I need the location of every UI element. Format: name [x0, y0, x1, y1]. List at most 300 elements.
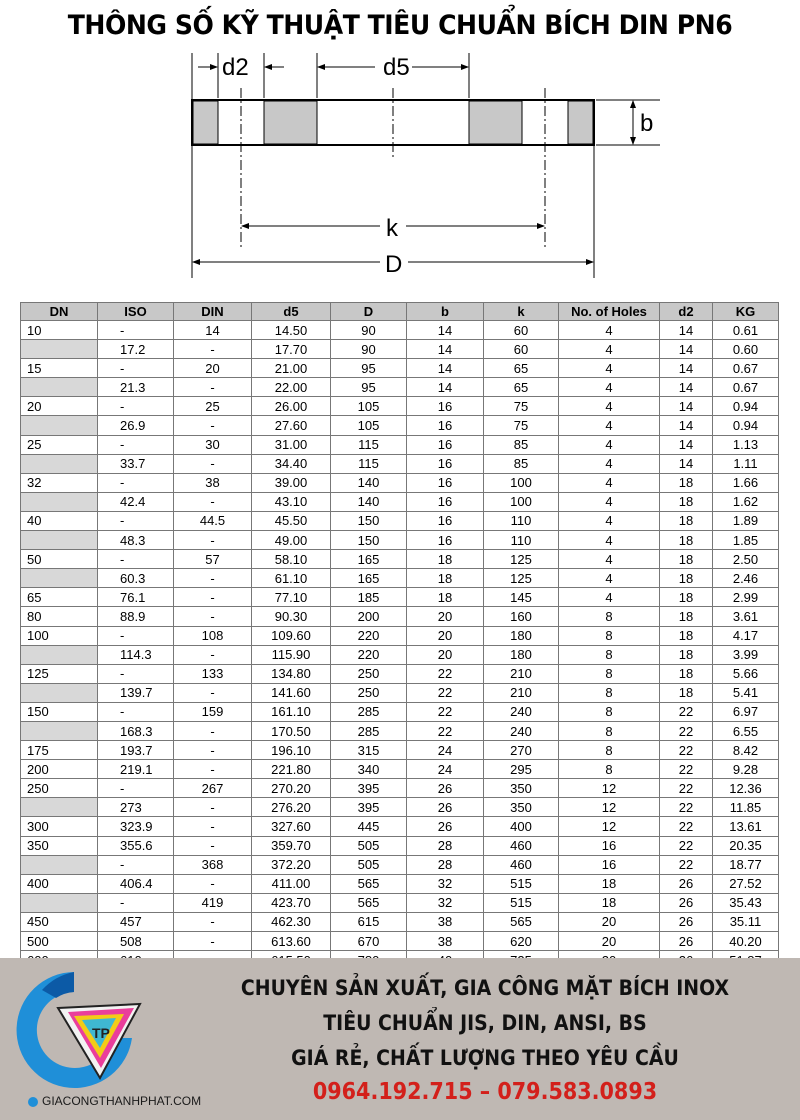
cell-holes: 8 [559, 664, 660, 683]
cell-b: 32 [407, 874, 484, 893]
cell-D: 395 [331, 798, 407, 817]
cell-kg: 13.61 [713, 817, 779, 836]
cell-iso: 88.9 [98, 607, 174, 626]
cell-holes: 8 [559, 741, 660, 760]
table-row [21, 569, 779, 588]
cell-d2: 14 [660, 321, 713, 340]
cell-k: 100 [484, 473, 559, 492]
cell-dn [21, 569, 98, 588]
cell-D: 105 [331, 397, 407, 416]
cell-holes: 4 [559, 321, 660, 340]
cell-D: 220 [331, 626, 407, 645]
table-row [21, 912, 779, 931]
cell-k: 75 [484, 397, 559, 416]
cell-D: 95 [331, 378, 407, 397]
cell-d5: 423.70 [252, 893, 331, 912]
cell-D: 285 [331, 702, 407, 721]
cell-din: 368 [174, 855, 252, 874]
cell-d5: 161.10 [252, 702, 331, 721]
cell-iso: 17.2 [98, 340, 174, 359]
cell-b: 24 [407, 760, 484, 779]
cell-k: 210 [484, 664, 559, 683]
cell-D: 565 [331, 874, 407, 893]
cell-k: 460 [484, 836, 559, 855]
cell-k: 125 [484, 550, 559, 569]
table-row [21, 760, 779, 779]
cell-d5: 196.10 [252, 741, 331, 760]
cell-b: 20 [407, 645, 484, 664]
cell-D: 140 [331, 492, 407, 511]
table-row [21, 836, 779, 855]
header-dn: DN [21, 303, 98, 321]
cell-holes: 16 [559, 855, 660, 874]
cell-iso: - [98, 855, 174, 874]
cell-kg: 3.99 [713, 645, 779, 664]
cell-iso: - [98, 321, 174, 340]
cell-kg: 2.46 [713, 569, 779, 588]
table-row [21, 359, 779, 378]
header-d2: d2 [660, 303, 713, 321]
header-iso: ISO [98, 303, 174, 321]
cell-dn [21, 683, 98, 702]
cell-b: 16 [407, 531, 484, 550]
cell-D: 165 [331, 569, 407, 588]
cell-k: 100 [484, 492, 559, 511]
cell-holes: 4 [559, 378, 660, 397]
cell-din: - [174, 874, 252, 893]
cell-k: 240 [484, 721, 559, 740]
cell-b: 32 [407, 893, 484, 912]
cell-dn: 100 [21, 626, 98, 645]
table-row [21, 550, 779, 569]
cell-d2: 26 [660, 893, 713, 912]
cell-D: 250 [331, 664, 407, 683]
cell-holes: 8 [559, 683, 660, 702]
cell-iso: 273 [98, 798, 174, 817]
cell-d5: 34.40 [252, 454, 331, 473]
flange-section-left-inner [264, 101, 317, 144]
cell-iso: 219.1 [98, 760, 174, 779]
cell-din: - [174, 760, 252, 779]
cell-dn: 400 [21, 874, 98, 893]
cell-kg: 9.28 [713, 760, 779, 779]
cell-dn: 500 [21, 932, 98, 951]
cell-din: 14 [174, 321, 252, 340]
cell-d5: 359.70 [252, 836, 331, 855]
cell-din: - [174, 378, 252, 397]
cell-k: 110 [484, 531, 559, 550]
cell-d2: 14 [660, 340, 713, 359]
cell-holes: 4 [559, 550, 660, 569]
cell-b: 16 [407, 511, 484, 530]
cell-b: 14 [407, 359, 484, 378]
table-row [21, 779, 779, 798]
cell-d2: 22 [660, 817, 713, 836]
cell-din: 133 [174, 664, 252, 683]
cell-d5: 270.20 [252, 779, 331, 798]
header-d5: d5 [252, 303, 331, 321]
cell-b: 16 [407, 435, 484, 454]
table-row [21, 855, 779, 874]
table-row [21, 626, 779, 645]
cell-d5: 31.00 [252, 435, 331, 454]
cell-din: 267 [174, 779, 252, 798]
cell-D: 220 [331, 645, 407, 664]
cell-d5: 141.60 [252, 683, 331, 702]
cell-dn [21, 721, 98, 740]
cell-D: 90 [331, 321, 407, 340]
cell-d5: 39.00 [252, 473, 331, 492]
cell-b: 20 [407, 626, 484, 645]
cell-D: 565 [331, 893, 407, 912]
cell-b: 22 [407, 664, 484, 683]
cell-iso: 60.3 [98, 569, 174, 588]
cell-k: 270 [484, 741, 559, 760]
cell-holes: 8 [559, 702, 660, 721]
cell-b: 16 [407, 473, 484, 492]
table-row [21, 893, 779, 912]
cell-D: 395 [331, 779, 407, 798]
cell-iso: - [98, 893, 174, 912]
cell-dn: 15 [21, 359, 98, 378]
cell-holes: 16 [559, 836, 660, 855]
cell-k: 350 [484, 798, 559, 817]
cell-d2: 18 [660, 569, 713, 588]
cell-k: 240 [484, 702, 559, 721]
cell-d5: 327.60 [252, 817, 331, 836]
cell-kg: 12.36 [713, 779, 779, 798]
cell-kg: 5.41 [713, 683, 779, 702]
cell-iso: - [98, 550, 174, 569]
cell-kg: 0.67 [713, 378, 779, 397]
label-d2: d2 [222, 54, 249, 81]
svg-text:TP: TP [92, 1025, 110, 1041]
cell-k: 295 [484, 760, 559, 779]
cell-d5: 27.60 [252, 416, 331, 435]
cell-D: 340 [331, 760, 407, 779]
cell-k: 85 [484, 435, 559, 454]
cell-d5: 17.70 [252, 340, 331, 359]
cell-din: - [174, 912, 252, 931]
cell-D: 90 [331, 340, 407, 359]
cell-D: 285 [331, 721, 407, 740]
cell-dn: 300 [21, 817, 98, 836]
cell-dn [21, 378, 98, 397]
cell-D: 250 [331, 683, 407, 702]
cell-iso: 48.3 [98, 531, 174, 550]
cell-din: 57 [174, 550, 252, 569]
cell-d2: 18 [660, 492, 713, 511]
cell-d5: 61.10 [252, 569, 331, 588]
cell-d5: 613.60 [252, 932, 331, 951]
cell-d2: 26 [660, 874, 713, 893]
cell-kg: 11.85 [713, 798, 779, 817]
table-row [21, 473, 779, 492]
cell-D: 115 [331, 454, 407, 473]
cell-din: - [174, 454, 252, 473]
footer-line-3: GIÁ RẺ, CHẤT LƯỢNG THEO YÊU CẦU [291, 1046, 679, 1070]
cell-iso: 168.3 [98, 721, 174, 740]
cell-b: 22 [407, 702, 484, 721]
cell-kg: 0.94 [713, 397, 779, 416]
cell-dn [21, 492, 98, 511]
cell-dn: 32 [21, 473, 98, 492]
cell-kg: 2.50 [713, 550, 779, 569]
cell-kg: 40.20 [713, 932, 779, 951]
table-row [21, 607, 779, 626]
cell-D: 95 [331, 359, 407, 378]
cell-k: 210 [484, 683, 559, 702]
cell-iso: - [98, 435, 174, 454]
cell-dn: 50 [21, 550, 98, 569]
footer-banner [0, 958, 800, 1120]
cell-d5: 462.30 [252, 912, 331, 931]
cell-d2: 22 [660, 855, 713, 874]
cell-k: 565 [484, 912, 559, 931]
cell-D: 505 [331, 836, 407, 855]
cell-din: 30 [174, 435, 252, 454]
cell-kg: 0.60 [713, 340, 779, 359]
cell-d5: 43.10 [252, 492, 331, 511]
cell-b: 16 [407, 397, 484, 416]
cell-kg: 35.11 [713, 912, 779, 931]
header-kg: KG [713, 303, 779, 321]
cell-D: 200 [331, 607, 407, 626]
label-d5: d5 [383, 54, 410, 81]
cell-b: 14 [407, 340, 484, 359]
table-row [21, 664, 779, 683]
cell-d2: 14 [660, 435, 713, 454]
cell-din: 159 [174, 702, 252, 721]
cell-dn: 150 [21, 702, 98, 721]
cell-holes: 20 [559, 932, 660, 951]
table-row [21, 932, 779, 951]
cell-D: 505 [331, 855, 407, 874]
cell-holes: 4 [559, 454, 660, 473]
cell-D: 670 [331, 932, 407, 951]
cell-iso: 457 [98, 912, 174, 931]
cell-din: 20 [174, 359, 252, 378]
cell-k: 160 [484, 607, 559, 626]
cell-d2: 14 [660, 378, 713, 397]
cell-kg: 1.89 [713, 511, 779, 530]
table-row [21, 435, 779, 454]
cell-holes: 12 [559, 798, 660, 817]
cell-dn: 80 [21, 607, 98, 626]
table-row [21, 874, 779, 893]
cell-iso: 21.3 [98, 378, 174, 397]
cell-kg: 18.77 [713, 855, 779, 874]
cell-d2: 26 [660, 912, 713, 931]
globe-icon [28, 1097, 38, 1107]
footer-line-1: CHUYÊN SẢN XUẤT, GIA CÔNG MẶT BÍCH INOX [240, 976, 730, 1000]
cell-d2: 22 [660, 741, 713, 760]
cell-D: 315 [331, 741, 407, 760]
cell-din: - [174, 569, 252, 588]
cell-iso: 42.4 [98, 492, 174, 511]
cell-D: 185 [331, 588, 407, 607]
cell-k: 60 [484, 321, 559, 340]
cell-b: 16 [407, 492, 484, 511]
label-k: k [386, 215, 398, 242]
table-row [21, 340, 779, 359]
cell-din: - [174, 492, 252, 511]
table-row [21, 511, 779, 530]
cell-k: 180 [484, 626, 559, 645]
cell-iso: 193.7 [98, 741, 174, 760]
cell-din: - [174, 817, 252, 836]
cell-holes: 4 [559, 531, 660, 550]
cell-kg: 4.17 [713, 626, 779, 645]
table-row [21, 741, 779, 760]
cell-k: 110 [484, 511, 559, 530]
label-b: b [640, 110, 654, 137]
cell-d5: 21.00 [252, 359, 331, 378]
cell-dn [21, 531, 98, 550]
cell-din: - [174, 340, 252, 359]
cell-kg: 0.67 [713, 359, 779, 378]
cell-dn: 40 [21, 511, 98, 530]
cell-iso: - [98, 359, 174, 378]
cell-iso: - [98, 702, 174, 721]
cell-b: 14 [407, 321, 484, 340]
cell-iso: 114.3 [98, 645, 174, 664]
cell-iso: 33.7 [98, 454, 174, 473]
cell-d5: 170.50 [252, 721, 331, 740]
cell-holes: 4 [559, 511, 660, 530]
cell-D: 150 [331, 511, 407, 530]
cell-dn [21, 798, 98, 817]
table-row [21, 321, 779, 340]
table-row [21, 531, 779, 550]
cell-holes: 4 [559, 435, 660, 454]
cell-d2: 18 [660, 645, 713, 664]
cell-dn: 10 [21, 321, 98, 340]
table-row [21, 702, 779, 721]
table-row [21, 397, 779, 416]
cell-D: 165 [331, 550, 407, 569]
cell-b: 38 [407, 932, 484, 951]
cell-kg: 3.61 [713, 607, 779, 626]
cell-kg: 1.66 [713, 473, 779, 492]
cell-din: - [174, 836, 252, 855]
header-k: k [484, 303, 559, 321]
cell-holes: 4 [559, 569, 660, 588]
cell-d5: 134.80 [252, 664, 331, 683]
cell-kg: 5.66 [713, 664, 779, 683]
cell-dn: 25 [21, 435, 98, 454]
cell-din: 108 [174, 626, 252, 645]
cell-din: - [174, 741, 252, 760]
cell-kg: 0.61 [713, 321, 779, 340]
footer-line-2: TIÊU CHUẨN JIS, DIN, ANSI, BS [323, 1011, 647, 1035]
cell-iso: 323.9 [98, 817, 174, 836]
cell-holes: 18 [559, 893, 660, 912]
cell-iso: - [98, 397, 174, 416]
table-row [21, 683, 779, 702]
cell-d5: 372.20 [252, 855, 331, 874]
cell-holes: 12 [559, 779, 660, 798]
cell-dn: 200 [21, 760, 98, 779]
flange-section-right-inner [469, 101, 522, 144]
cell-d5: 26.00 [252, 397, 331, 416]
cell-holes: 18 [559, 874, 660, 893]
cell-k: 350 [484, 779, 559, 798]
cell-d5: 115.90 [252, 645, 331, 664]
cell-dn: 20 [21, 397, 98, 416]
cell-holes: 20 [559, 912, 660, 931]
cell-holes: 8 [559, 645, 660, 664]
cell-din: - [174, 588, 252, 607]
cell-k: 125 [484, 569, 559, 588]
cell-k: 180 [484, 645, 559, 664]
cell-b: 18 [407, 569, 484, 588]
table-row [21, 798, 779, 817]
cell-holes: 4 [559, 359, 660, 378]
cell-d2: 26 [660, 932, 713, 951]
cell-kg: 1.85 [713, 531, 779, 550]
cell-din: 419 [174, 893, 252, 912]
cell-dn: 175 [21, 741, 98, 760]
cell-din: 38 [174, 473, 252, 492]
company-logo [12, 968, 162, 1092]
cell-d5: 276.20 [252, 798, 331, 817]
cell-b: 16 [407, 416, 484, 435]
flange-diagram [0, 48, 800, 288]
cell-d5: 77.10 [252, 588, 331, 607]
cell-iso: 26.9 [98, 416, 174, 435]
cell-d2: 22 [660, 760, 713, 779]
cell-b: 18 [407, 588, 484, 607]
phone-numbers[interactable]: 0964.192.715 – 079.583.0893 [312, 1079, 658, 1105]
table-body [21, 321, 779, 970]
cell-d2: 18 [660, 511, 713, 530]
cell-k: 460 [484, 855, 559, 874]
cell-holes: 4 [559, 473, 660, 492]
cell-dn [21, 645, 98, 664]
cell-iso: 355.6 [98, 836, 174, 855]
cell-holes: 4 [559, 588, 660, 607]
cell-d2: 14 [660, 416, 713, 435]
flange-section-left-outer [193, 101, 218, 144]
cell-din: - [174, 416, 252, 435]
cell-holes: 4 [559, 340, 660, 359]
cell-k: 65 [484, 359, 559, 378]
table-row [21, 492, 779, 511]
cell-d2: 18 [660, 473, 713, 492]
cell-kg: 0.94 [713, 416, 779, 435]
cell-kg: 8.42 [713, 741, 779, 760]
cell-din: - [174, 645, 252, 664]
cell-d2: 18 [660, 626, 713, 645]
cell-b: 14 [407, 378, 484, 397]
cell-d2: 22 [660, 702, 713, 721]
cell-holes: 4 [559, 397, 660, 416]
cell-iso: - [98, 664, 174, 683]
cell-iso: 139.7 [98, 683, 174, 702]
cell-kg: 2.99 [713, 588, 779, 607]
cell-b: 26 [407, 779, 484, 798]
header-b: b [407, 303, 484, 321]
cell-d2: 22 [660, 779, 713, 798]
table-row [21, 416, 779, 435]
cell-iso: - [98, 626, 174, 645]
spec-table [20, 302, 779, 970]
cell-iso: 508 [98, 932, 174, 951]
cell-kg: 6.97 [713, 702, 779, 721]
cell-din: 25 [174, 397, 252, 416]
cell-d5: 411.00 [252, 874, 331, 893]
